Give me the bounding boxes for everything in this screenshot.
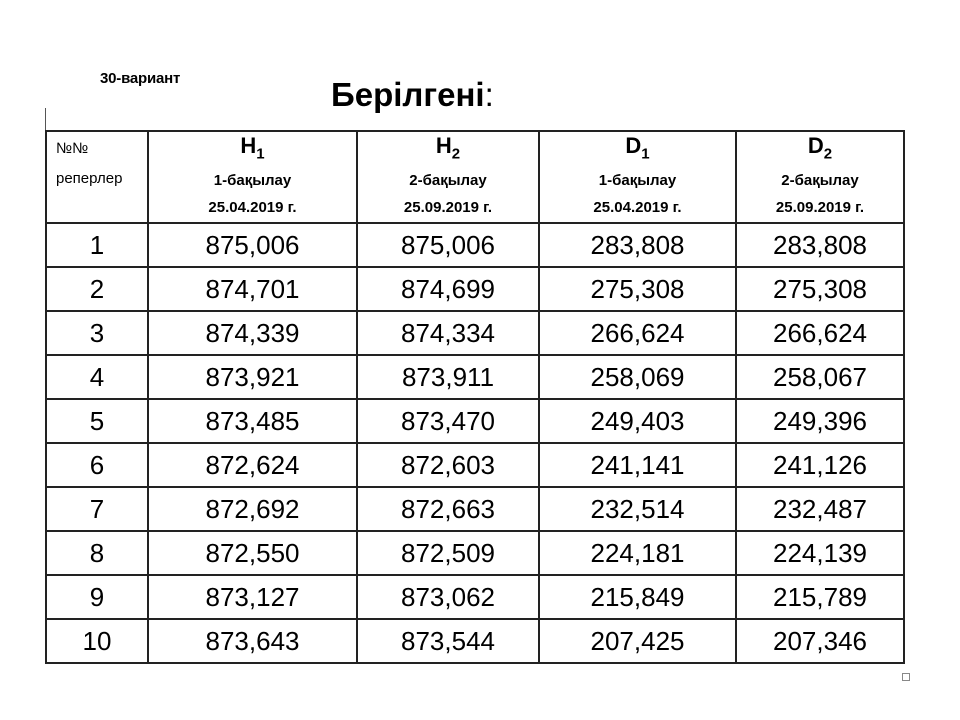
header-observation: 1-бақылау <box>598 172 677 190</box>
header-date: 25.09.2019 г. <box>403 199 493 217</box>
title-colon: : <box>484 76 494 113</box>
value-cell: 232,514 <box>539 487 736 531</box>
header-observation: 2-бақылау <box>409 172 487 190</box>
title-text: Берілгені <box>331 76 485 113</box>
header-row <box>46 131 904 223</box>
header-observation: 2-бақылау <box>781 172 859 190</box>
value-cell: 873,127 <box>148 575 357 619</box>
margin-line <box>45 108 46 130</box>
value-cell: 224,181 <box>539 531 736 575</box>
row-number-cell: 5 <box>46 399 148 443</box>
value-cell: 232,487 <box>736 487 904 531</box>
table-row <box>46 399 904 443</box>
data-table <box>45 130 905 664</box>
value-cell: 875,006 <box>148 223 357 267</box>
header-h1 <box>148 131 357 223</box>
table-row <box>46 531 904 575</box>
header-symbol: $D_1$ <box>625 132 650 163</box>
value-cell: 874,701 <box>148 267 357 311</box>
row-number-cell: 7 <box>46 487 148 531</box>
value-cell: 283,808 <box>539 223 736 267</box>
table-row <box>46 443 904 487</box>
value-cell: 872,509 <box>357 531 539 575</box>
value-cell: 207,346 <box>736 619 904 663</box>
value-cell: 874,699 <box>357 267 539 311</box>
table-row <box>46 267 904 311</box>
header-date: 25.04.2019 г. <box>208 199 297 217</box>
value-cell: 224,139 <box>736 531 904 575</box>
value-cell: 266,624 <box>539 311 736 355</box>
header-observation: 1-бақылау <box>213 172 292 190</box>
value-cell: 215,849 <box>539 575 736 619</box>
value-cell: 873,485 <box>148 399 357 443</box>
header-d2 <box>736 131 904 223</box>
row-number-cell: 2 <box>46 267 148 311</box>
header-symbol: $D_2$ <box>807 132 833 163</box>
header-symbol: $H_1$ <box>240 132 265 163</box>
value-cell: 275,308 <box>539 267 736 311</box>
value-cell: 872,603 <box>357 443 539 487</box>
header-symbol: $H_2$ <box>435 132 461 163</box>
value-cell: 875,006 <box>357 223 539 267</box>
resize-handle[interactable] <box>902 673 910 681</box>
row-number-cell: 6 <box>46 443 148 487</box>
value-cell: 873,911 <box>357 355 539 399</box>
value-cell: 249,403 <box>539 399 736 443</box>
value-cell: 873,544 <box>357 619 539 663</box>
row-number-cell: 4 <box>46 355 148 399</box>
value-cell: 872,692 <box>148 487 357 531</box>
value-cell: 872,663 <box>357 487 539 531</box>
value-cell: 872,624 <box>148 443 357 487</box>
value-cell: 258,067 <box>736 355 904 399</box>
row-number-cell: 1 <box>46 223 148 267</box>
value-cell: 873,921 <box>148 355 357 399</box>
header-number-line2: реперлер <box>56 170 123 187</box>
table-row <box>46 223 904 267</box>
header-number-col <box>46 131 148 223</box>
table-row <box>46 487 904 531</box>
value-cell: 241,141 <box>539 443 736 487</box>
header-date: 25.04.2019 г. <box>593 199 682 217</box>
page-title <box>331 76 494 114</box>
value-cell: 873,470 <box>357 399 539 443</box>
value-cell: 258,069 <box>539 355 736 399</box>
header-number-line1: №№ <box>56 140 89 157</box>
table-row <box>46 619 904 663</box>
row-number-cell: 9 <box>46 575 148 619</box>
table-row <box>46 575 904 619</box>
table-row <box>46 355 904 399</box>
value-cell: 249,396 <box>736 399 904 443</box>
value-cell: 873,643 <box>148 619 357 663</box>
header-date: 25.09.2019 г. <box>775 199 865 217</box>
header-h2 <box>357 131 539 223</box>
value-cell: 275,308 <box>736 267 904 311</box>
value-cell: 874,339 <box>148 311 357 355</box>
row-number-cell: 8 <box>46 531 148 575</box>
header-d1 <box>539 131 736 223</box>
value-cell: 241,126 <box>736 443 904 487</box>
row-number-cell: 3 <box>46 311 148 355</box>
variant-label: 30-вариант <box>100 70 181 87</box>
value-cell: 872,550 <box>148 531 357 575</box>
value-cell: 215,789 <box>736 575 904 619</box>
value-cell: 873,062 <box>357 575 539 619</box>
row-number-cell: 10 <box>46 619 148 663</box>
value-cell: 266,624 <box>736 311 904 355</box>
value-cell: 283,808 <box>736 223 904 267</box>
table-row <box>46 311 904 355</box>
value-cell: 874,334 <box>357 311 539 355</box>
value-cell: 207,425 <box>539 619 736 663</box>
